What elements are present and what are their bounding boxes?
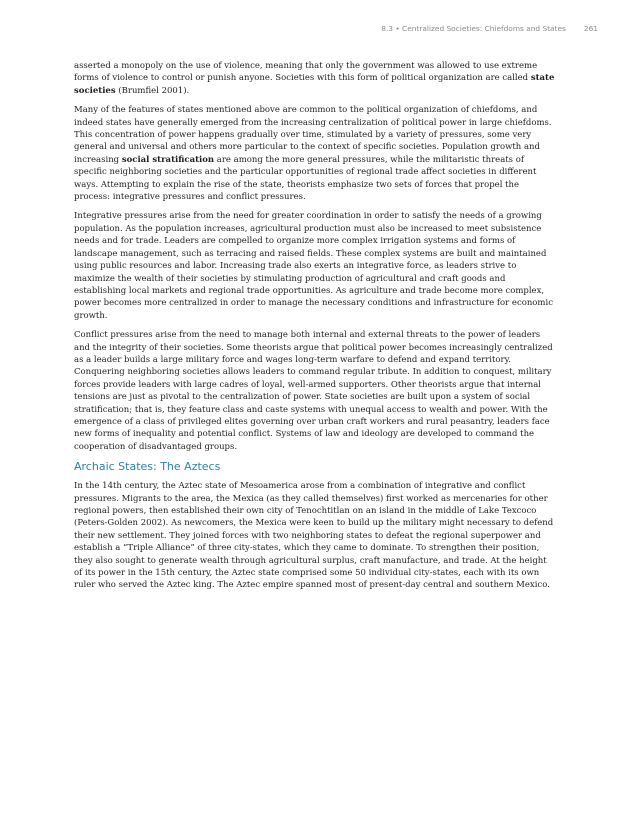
paragraph-1-text-b: (Brumfiel 2001). [115,85,190,96]
running-header-section: 8.3 • Centralized Societies: Chiefdoms and States [381,24,566,33]
paragraph-5: In the 14th century, the Aztec state of Mesoamerica arose from a combination of integrative and conflict pressures. Migrants to the area, the Mexica (as they called themselves) first worked as mercenaries for other regional powers, then established their own city of Tenochtitlan on an island in the middle of Lake Texcoco (Peters-Golden 2002). As newcomers, the Mexica were keen to build up the military might necessary to defend their new settlement. They joined forces with two neighboring states to defeat the regional superpower and establish a “Triple Alliance” of three city-states, which they came to dominate. To strengthen their position, they also sought to generate wealth through agricultural surplus, craft manufacture, and trade. At the height of its power in the 15th century, the Aztec state comprised some 50 individual city-states, each with its own ruler who served the Aztec king. The Aztec empire spanned most of present-day central and southern Mexico. [74,481,554,591]
page-number: 261 [583,24,598,33]
running-header [381,24,598,33]
paragraph-4: Conflict pressures arise from the need to manage both internal and external threats to the power of leaders and the integrity of their societies. Some theorists argue that political power becomes increasingly centralized as a leader builds a large military force and wages long-term warfare to defend and expand territory. Conquering neighboring societies allows leaders to command regular tribute. In addition to conquest, military forces provide leaders with large cadres of loyal, well-armed supporters. Other theorists argue that internal tensions are just as pivotal to the centralization of power. State societies are built upon a system of social stratification; that is, they feature class and caste systems with unequal access to wealth and power. With the emergence of a class of privileged elites governing over urban craft workers and rural peasantry, leaders face new forms of inequality and potential conflict. Systems of law and ideology are developed to command the cooperation of disadvantaged groups. [74,330,553,452]
paragraph-1 [74,60,556,97]
section-heading: Archaic States: The Aztecs [74,460,221,474]
paragraph-2 [74,104,556,203]
body-text [74,60,556,599]
key-term-social-stratification: social stratification [121,154,215,165]
paragraph-2-text-a: Many of the features of states mentioned above are common to the political organization of chiefdoms, and indeed states have generally emerged from the increasing centralization of political power in large chiefdoms. This concentration of power happens gradually over time, stimulated by a variety of pressures, some very general and universal and others more particular to the context of specific societies. Population growth and increasing [74,105,552,165]
paragraph-1-text-a: asserted a monopoly on the use of violence, meaning that only the government was allowed to use extreme forms of violence to control or punish anyone. Societies with this form of political organization are called [74,61,538,84]
paragraph-3: Integrative pressures arise from the need for greater coordination in order to satisfy the needs of a growing population. As the population increases, agricultural production must also be increased to meet subsistence needs and for trade. Leaders are compelled to organize more complex irrigation systems and forms of landscape management, such as terracing and raised fields. These complex systems are built and maintained using public resources and labor. Increasing trade also exerts an integrative force, as leaders strive to maximize the wealth of their societies by stimulating production of agricultural and craft goods and establishing local markets and regional trade opportunities. As agriculture and trade become more complex, power becomes more centralized in order to manage the necessary conditions and infrastructure for economic growth. [74,211,553,321]
paragraph-2-text-b: are among the more general pressures, while the militaristic threats of specific neighboring societies and the particular opportunities of regional trade affect societies in different ways. Attempting to explain the rise of the state, theorists emphasize two sets of forces that propel the process: integrative pressures and conflict pressures. [74,154,537,203]
key-term-state-societies: state societies [74,73,555,96]
